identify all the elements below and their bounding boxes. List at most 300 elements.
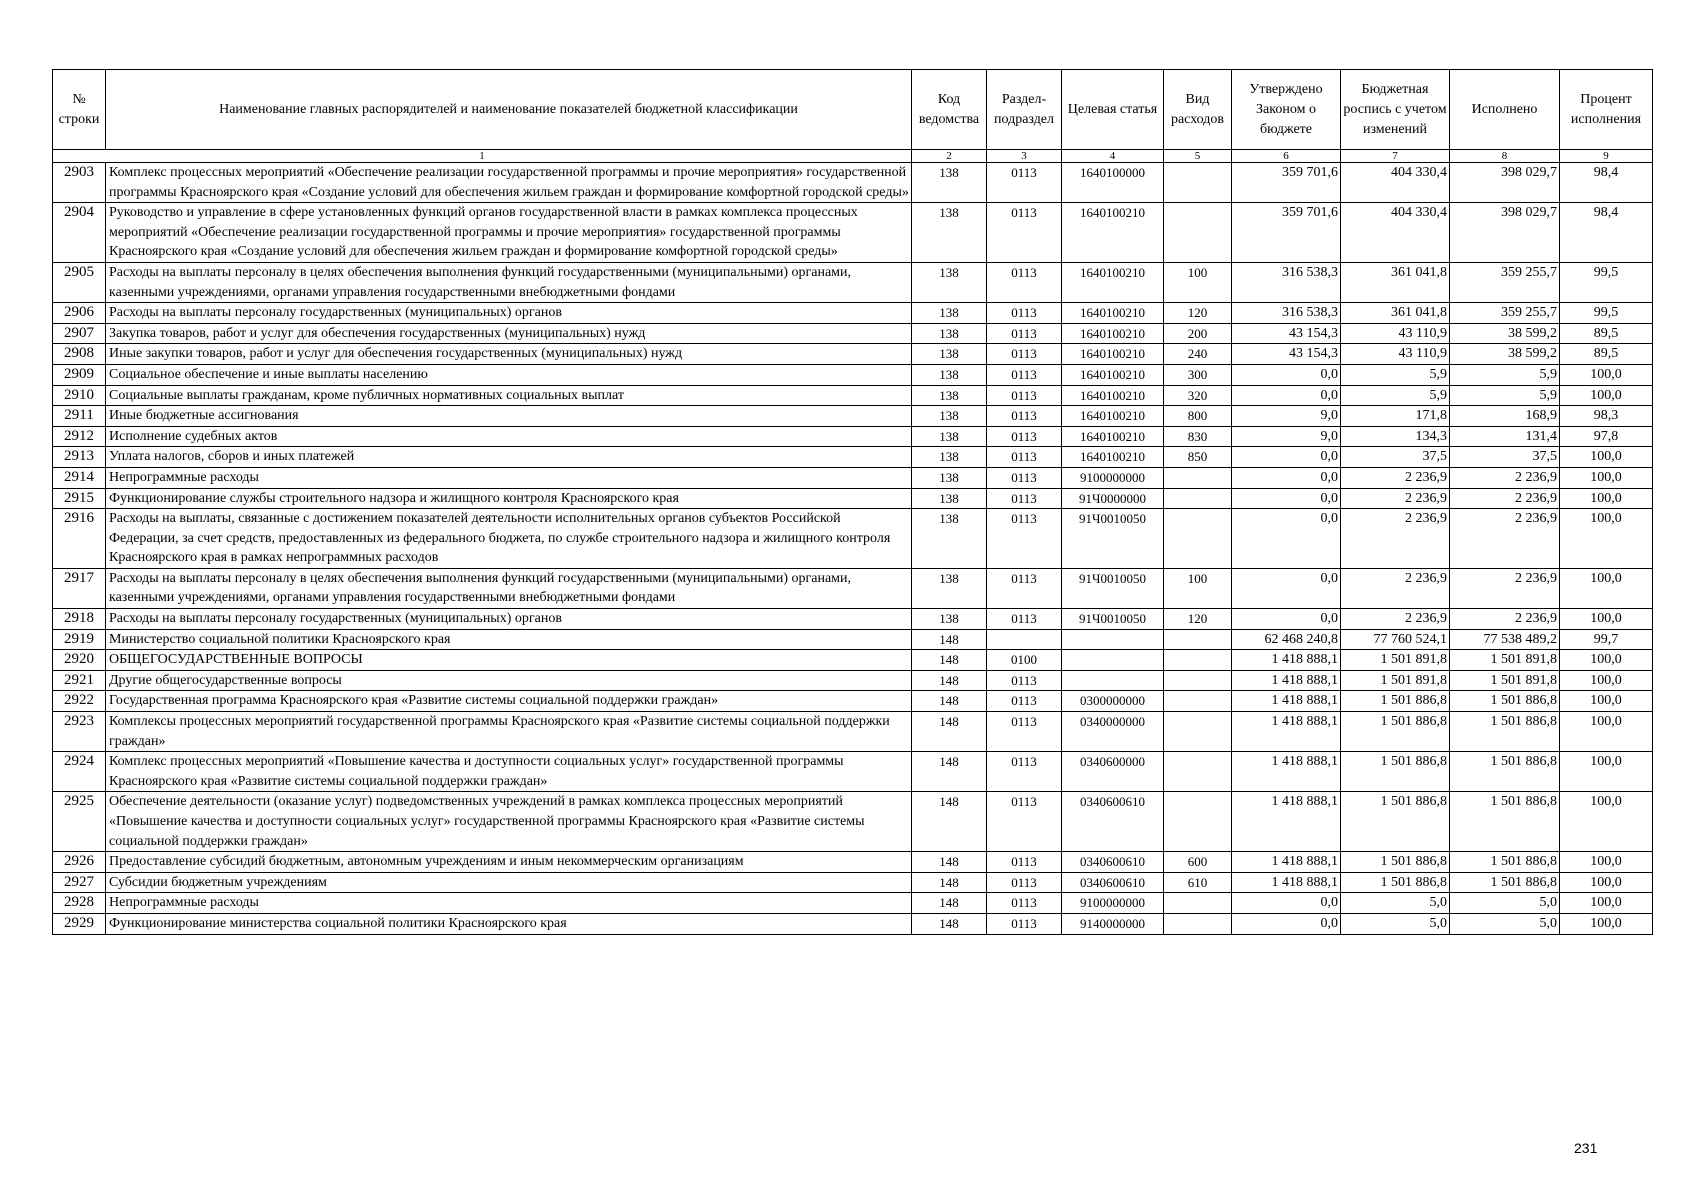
row-percent: 100,0 xyxy=(1560,364,1653,385)
row-number: 2927 xyxy=(53,872,106,893)
row-department-code: 138 xyxy=(912,364,987,385)
row-approved: 0,0 xyxy=(1232,488,1341,509)
row-percent: 100,0 xyxy=(1560,691,1653,712)
header-expense-type: Вид расходов xyxy=(1164,70,1232,150)
column-number: 8 xyxy=(1450,150,1560,163)
row-expense-type: 240 xyxy=(1164,344,1232,365)
row-expense-type: 100 xyxy=(1164,568,1232,608)
row-department-code: 138 xyxy=(912,568,987,608)
row-executed: 5,9 xyxy=(1450,364,1560,385)
table-row xyxy=(53,629,1653,650)
row-department-code: 148 xyxy=(912,792,987,852)
row-budget-schedule: 2 236,9 xyxy=(1341,509,1450,569)
row-target-article: 9100000000 xyxy=(1062,893,1164,914)
row-approved: 0,0 xyxy=(1232,509,1341,569)
row-department-code: 138 xyxy=(912,426,987,447)
row-department-code: 138 xyxy=(912,467,987,488)
row-approved: 1 418 888,1 xyxy=(1232,650,1341,671)
row-percent: 100,0 xyxy=(1560,872,1653,893)
row-name: Иные закупки товаров, работ и услуг для обеспечения государственных (муниципальных) нужд xyxy=(106,344,912,365)
row-expense-type: 120 xyxy=(1164,303,1232,324)
row-budget-schedule: 361 041,8 xyxy=(1341,303,1450,324)
row-percent: 89,5 xyxy=(1560,344,1653,365)
row-section: 0113 xyxy=(987,852,1062,873)
table-row xyxy=(53,691,1653,712)
row-percent: 100,0 xyxy=(1560,893,1653,914)
column-number-row xyxy=(53,150,1653,163)
row-executed: 2 236,9 xyxy=(1450,568,1560,608)
row-target-article: 1640100000 xyxy=(1062,163,1164,203)
row-budget-schedule: 1 501 886,8 xyxy=(1341,752,1450,792)
row-section: 0113 xyxy=(987,426,1062,447)
header-target-article: Целевая статья xyxy=(1062,70,1164,150)
row-number: 2916 xyxy=(53,509,106,569)
row-department-code: 138 xyxy=(912,203,987,263)
table-row xyxy=(53,913,1653,934)
row-name: Расходы на выплаты, связанные с достижением показателей деятельности исполнительных органов субъектов Российской Федерации, за счет средств, предоставленных из федерального бюджета, по службе строительного надзора и жилищного контроля Красноярского края в рамках непрограммных расходов xyxy=(106,509,912,569)
row-expense-type: 200 xyxy=(1164,323,1232,344)
row-section: 0113 xyxy=(987,872,1062,893)
row-expense-type xyxy=(1164,488,1232,509)
row-section: 0113 xyxy=(987,509,1062,569)
row-approved: 0,0 xyxy=(1232,364,1341,385)
row-expense-type xyxy=(1164,670,1232,691)
row-name: Предоставление субсидий бюджетным, автономным учреждениям и иным некоммерческим организациям xyxy=(106,852,912,873)
row-name: Уплата налогов, сборов и иных платежей xyxy=(106,447,912,468)
row-number: 2915 xyxy=(53,488,106,509)
row-name: Функционирование службы строительного надзора и жилищного контроля Красноярского края xyxy=(106,488,912,509)
row-budget-schedule: 1 501 886,8 xyxy=(1341,852,1450,873)
column-number: 4 xyxy=(1062,150,1164,163)
row-name: Непрограммные расходы xyxy=(106,467,912,488)
row-percent: 100,0 xyxy=(1560,509,1653,569)
row-name: Исполнение судебных актов xyxy=(106,426,912,447)
row-number: 2922 xyxy=(53,691,106,712)
row-percent: 99,7 xyxy=(1560,629,1653,650)
row-name: Социальное обеспечение и иные выплаты населению xyxy=(106,364,912,385)
table-row xyxy=(53,872,1653,893)
row-target-article: 91Ч0010050 xyxy=(1062,509,1164,569)
row-executed: 359 255,7 xyxy=(1450,262,1560,302)
row-section: 0113 xyxy=(987,406,1062,427)
table-row xyxy=(53,447,1653,468)
row-executed: 398 029,7 xyxy=(1450,203,1560,263)
row-target-article xyxy=(1062,650,1164,671)
row-approved: 1 418 888,1 xyxy=(1232,792,1341,852)
row-expense-type: 320 xyxy=(1164,385,1232,406)
row-target-article: 9140000000 xyxy=(1062,913,1164,934)
row-target-article: 0340600000 xyxy=(1062,752,1164,792)
row-budget-schedule: 404 330,4 xyxy=(1341,203,1450,263)
row-number: 2903 xyxy=(53,163,106,203)
header-name: Наименование главных распорядителей и наименование показателей бюджетной классификации xyxy=(106,70,912,150)
column-number: 1 xyxy=(53,150,912,163)
table-row xyxy=(53,609,1653,630)
row-number: 2906 xyxy=(53,303,106,324)
row-budget-schedule: 2 236,9 xyxy=(1341,609,1450,630)
row-approved: 1 418 888,1 xyxy=(1232,872,1341,893)
row-number: 2919 xyxy=(53,629,106,650)
column-number: 2 xyxy=(912,150,987,163)
table-row xyxy=(53,670,1653,691)
column-number: 5 xyxy=(1164,150,1232,163)
row-percent: 99,5 xyxy=(1560,262,1653,302)
row-name: Министерство социальной политики Красноярского края xyxy=(106,629,912,650)
row-approved: 0,0 xyxy=(1232,568,1341,608)
table-body xyxy=(53,163,1653,935)
row-target-article xyxy=(1062,629,1164,650)
row-name: Расходы на выплаты персоналу в целях обеспечения выполнения функций государственными (муниципальными) органами, казенными учреждениями, органами управления государственными внебюджетными фондами xyxy=(106,568,912,608)
row-budget-schedule: 43 110,9 xyxy=(1341,344,1450,365)
row-expense-type xyxy=(1164,650,1232,671)
row-number: 2913 xyxy=(53,447,106,468)
row-approved: 359 701,6 xyxy=(1232,163,1341,203)
row-executed: 1 501 886,8 xyxy=(1450,872,1560,893)
row-section: 0113 xyxy=(987,568,1062,608)
row-name: Расходы на выплаты персоналу государственных (муниципальных) органов xyxy=(106,303,912,324)
header-budget-schedule: Бюджетная роспись с учетом изменений xyxy=(1341,70,1450,150)
row-target-article: 1640100210 xyxy=(1062,203,1164,263)
row-section: 0113 xyxy=(987,670,1062,691)
row-section: 0113 xyxy=(987,712,1062,752)
row-budget-schedule: 2 236,9 xyxy=(1341,568,1450,608)
row-executed: 1 501 886,8 xyxy=(1450,852,1560,873)
row-number: 2914 xyxy=(53,467,106,488)
row-budget-schedule: 1 501 891,8 xyxy=(1341,670,1450,691)
row-approved: 0,0 xyxy=(1232,913,1341,934)
row-number: 2928 xyxy=(53,893,106,914)
row-expense-type xyxy=(1164,467,1232,488)
row-percent: 100,0 xyxy=(1560,670,1653,691)
row-section: 0113 xyxy=(987,364,1062,385)
row-executed: 2 236,9 xyxy=(1450,488,1560,509)
row-number: 2926 xyxy=(53,852,106,873)
row-number: 2929 xyxy=(53,913,106,934)
row-approved: 0,0 xyxy=(1232,467,1341,488)
page-number: 231 xyxy=(1574,1140,1598,1156)
row-approved: 1 418 888,1 xyxy=(1232,670,1341,691)
row-executed: 77 538 489,2 xyxy=(1450,629,1560,650)
row-name: Обеспечение деятельности (оказание услуг) подведомственных учреждений в рамках комплекса процессных мероприятий «Повышение качества и доступности социальных услуг» государственной программы Красноярского края «Развитие системы социальной поддержки граждан» xyxy=(106,792,912,852)
table-row xyxy=(53,344,1653,365)
row-percent: 100,0 xyxy=(1560,467,1653,488)
row-target-article: 1640100210 xyxy=(1062,426,1164,447)
row-section: 0113 xyxy=(987,691,1062,712)
row-executed: 5,0 xyxy=(1450,893,1560,914)
row-name: Государственная программа Красноярского края «Развитие системы социальной поддержки граждан» xyxy=(106,691,912,712)
row-section: 0113 xyxy=(987,385,1062,406)
row-section: 0113 xyxy=(987,792,1062,852)
row-name: Закупка товаров, работ и услуг для обеспечения государственных (муниципальных) нужд xyxy=(106,323,912,344)
row-budget-schedule: 43 110,9 xyxy=(1341,323,1450,344)
row-number: 2920 xyxy=(53,650,106,671)
row-expense-type xyxy=(1164,509,1232,569)
row-percent: 100,0 xyxy=(1560,385,1653,406)
table-row xyxy=(53,385,1653,406)
row-approved: 9,0 xyxy=(1232,406,1341,427)
row-approved: 43 154,3 xyxy=(1232,344,1341,365)
table-row xyxy=(53,852,1653,873)
table-row xyxy=(53,488,1653,509)
row-executed: 1 501 886,8 xyxy=(1450,712,1560,752)
row-expense-type: 600 xyxy=(1164,852,1232,873)
row-approved: 359 701,6 xyxy=(1232,203,1341,263)
row-executed: 38 599,2 xyxy=(1450,323,1560,344)
row-section: 0113 xyxy=(987,323,1062,344)
row-approved: 1 418 888,1 xyxy=(1232,852,1341,873)
row-section: 0113 xyxy=(987,447,1062,468)
row-executed: 5,9 xyxy=(1450,385,1560,406)
row-executed: 168,9 xyxy=(1450,406,1560,427)
row-name: Руководство и управление в сфере установленных функций органов государственной власти в рамках комплекса процессных мероприятий «Обеспечение реализации государственной программы и прочие мероприятия» государственной программы Красноярского края «Создание условий для обеспечения жильем граждан и формирование комфортной городской среды» xyxy=(106,203,912,263)
table-row xyxy=(53,163,1653,203)
row-section xyxy=(987,629,1062,650)
row-target-article: 1640100210 xyxy=(1062,344,1164,365)
row-expense-type xyxy=(1164,163,1232,203)
row-name: Комплекс процессных мероприятий «Обеспечение реализации государственной программы и прочие мероприятия» государственной программы Красноярского края «Создание условий для обеспечения жильем граждан и формирование комфортной городской среды» xyxy=(106,163,912,203)
row-target-article: 1640100210 xyxy=(1062,385,1164,406)
row-section: 0113 xyxy=(987,913,1062,934)
row-number: 2904 xyxy=(53,203,106,263)
row-department-code: 138 xyxy=(912,303,987,324)
row-department-code: 148 xyxy=(912,712,987,752)
row-number: 2909 xyxy=(53,364,106,385)
table-row xyxy=(53,323,1653,344)
row-target-article: 1640100210 xyxy=(1062,364,1164,385)
table-row xyxy=(53,364,1653,385)
row-target-article xyxy=(1062,670,1164,691)
row-number: 2905 xyxy=(53,262,106,302)
row-section: 0113 xyxy=(987,488,1062,509)
header-approved: Утверждено Законом о бюджете xyxy=(1232,70,1341,150)
row-executed: 359 255,7 xyxy=(1450,303,1560,324)
row-number: 2912 xyxy=(53,426,106,447)
row-percent: 99,5 xyxy=(1560,303,1653,324)
row-executed: 1 501 891,8 xyxy=(1450,650,1560,671)
row-percent: 100,0 xyxy=(1560,913,1653,934)
row-target-article: 1640100210 xyxy=(1062,447,1164,468)
header-section: Раздел-подраздел xyxy=(987,70,1062,150)
row-name: Социальные выплаты гражданам, кроме публичных нормативных социальных выплат xyxy=(106,385,912,406)
row-target-article: 1640100210 xyxy=(1062,303,1164,324)
row-target-article: 91Ч0000000 xyxy=(1062,488,1164,509)
row-department-code: 138 xyxy=(912,163,987,203)
row-department-code: 138 xyxy=(912,609,987,630)
row-executed: 2 236,9 xyxy=(1450,509,1560,569)
row-approved: 0,0 xyxy=(1232,893,1341,914)
row-name: Другие общегосударственные вопросы xyxy=(106,670,912,691)
row-target-article: 0340600610 xyxy=(1062,872,1164,893)
row-number: 2921 xyxy=(53,670,106,691)
row-executed: 1 501 886,8 xyxy=(1450,752,1560,792)
row-department-code: 138 xyxy=(912,323,987,344)
row-percent: 100,0 xyxy=(1560,568,1653,608)
row-budget-schedule: 5,9 xyxy=(1341,364,1450,385)
row-section: 0100 xyxy=(987,650,1062,671)
row-expense-type: 850 xyxy=(1164,447,1232,468)
row-department-code: 138 xyxy=(912,406,987,427)
row-approved: 316 538,3 xyxy=(1232,262,1341,302)
row-number: 2907 xyxy=(53,323,106,344)
row-expense-type xyxy=(1164,691,1232,712)
row-department-code: 148 xyxy=(912,852,987,873)
table-row xyxy=(53,893,1653,914)
row-department-code: 138 xyxy=(912,385,987,406)
row-approved: 0,0 xyxy=(1232,609,1341,630)
row-department-code: 148 xyxy=(912,752,987,792)
row-budget-schedule: 1 501 886,8 xyxy=(1341,712,1450,752)
table-row xyxy=(53,426,1653,447)
row-name: Иные бюджетные ассигнования xyxy=(106,406,912,427)
row-executed: 1 501 886,8 xyxy=(1450,792,1560,852)
row-number: 2924 xyxy=(53,752,106,792)
header-percent: Процент исполнения xyxy=(1560,70,1653,150)
row-expense-type: 610 xyxy=(1164,872,1232,893)
row-budget-schedule: 1 501 886,8 xyxy=(1341,792,1450,852)
row-section: 0113 xyxy=(987,303,1062,324)
row-budget-schedule: 361 041,8 xyxy=(1341,262,1450,302)
row-target-article: 0340600610 xyxy=(1062,852,1164,873)
row-name: Комплекс процессных мероприятий «Повышение качества и доступности социальных услуг» государственной программы Красноярского края «Развитие системы социальной поддержки граждан» xyxy=(106,752,912,792)
row-department-code: 138 xyxy=(912,262,987,302)
row-budget-schedule: 171,8 xyxy=(1341,406,1450,427)
row-percent: 100,0 xyxy=(1560,752,1653,792)
row-percent: 98,4 xyxy=(1560,203,1653,263)
row-section: 0113 xyxy=(987,752,1062,792)
row-number: 2925 xyxy=(53,792,106,852)
row-budget-schedule: 37,5 xyxy=(1341,447,1450,468)
row-number: 2918 xyxy=(53,609,106,630)
row-budget-schedule: 1 501 891,8 xyxy=(1341,650,1450,671)
table-row xyxy=(53,568,1653,608)
column-number: 6 xyxy=(1232,150,1341,163)
table-row xyxy=(53,752,1653,792)
row-approved: 0,0 xyxy=(1232,447,1341,468)
row-department-code: 138 xyxy=(912,344,987,365)
row-executed: 5,0 xyxy=(1450,913,1560,934)
row-target-article: 91Ч0010050 xyxy=(1062,609,1164,630)
row-percent: 98,4 xyxy=(1560,163,1653,203)
budget-table xyxy=(52,69,1653,935)
row-number: 2923 xyxy=(53,712,106,752)
row-approved: 62 468 240,8 xyxy=(1232,629,1341,650)
row-budget-schedule: 5,0 xyxy=(1341,893,1450,914)
table-row xyxy=(53,467,1653,488)
row-expense-type: 830 xyxy=(1164,426,1232,447)
row-budget-schedule: 77 760 524,1 xyxy=(1341,629,1450,650)
row-approved: 9,0 xyxy=(1232,426,1341,447)
row-percent: 98,3 xyxy=(1560,406,1653,427)
row-department-code: 148 xyxy=(912,893,987,914)
row-percent: 100,0 xyxy=(1560,488,1653,509)
row-budget-schedule: 1 501 886,8 xyxy=(1341,872,1450,893)
table-header-row xyxy=(53,70,1653,150)
row-department-code: 148 xyxy=(912,629,987,650)
row-department-code: 148 xyxy=(912,691,987,712)
row-approved: 316 538,3 xyxy=(1232,303,1341,324)
table-row xyxy=(53,406,1653,427)
row-department-code: 138 xyxy=(912,488,987,509)
table-row xyxy=(53,792,1653,852)
header-department-code: Код ведомства xyxy=(912,70,987,150)
row-section: 0113 xyxy=(987,609,1062,630)
row-approved: 1 418 888,1 xyxy=(1232,691,1341,712)
row-target-article: 9100000000 xyxy=(1062,467,1164,488)
row-expense-type: 800 xyxy=(1164,406,1232,427)
row-department-code: 138 xyxy=(912,447,987,468)
row-section: 0113 xyxy=(987,163,1062,203)
row-percent: 100,0 xyxy=(1560,792,1653,852)
row-budget-schedule: 2 236,9 xyxy=(1341,488,1450,509)
table-row xyxy=(53,203,1653,263)
column-number: 9 xyxy=(1560,150,1653,163)
row-executed: 38 599,2 xyxy=(1450,344,1560,365)
row-expense-type: 120 xyxy=(1164,609,1232,630)
row-target-article: 0340600610 xyxy=(1062,792,1164,852)
row-expense-type xyxy=(1164,712,1232,752)
column-number: 7 xyxy=(1341,150,1450,163)
row-percent: 97,8 xyxy=(1560,426,1653,447)
row-approved: 0,0 xyxy=(1232,385,1341,406)
row-percent: 100,0 xyxy=(1560,609,1653,630)
row-executed: 1 501 891,8 xyxy=(1450,670,1560,691)
row-department-code: 138 xyxy=(912,509,987,569)
row-executed: 398 029,7 xyxy=(1450,163,1560,203)
row-percent: 100,0 xyxy=(1560,712,1653,752)
row-percent: 100,0 xyxy=(1560,650,1653,671)
row-name: Расходы на выплаты персоналу в целях обеспечения выполнения функций государственными (муниципальными) органами, казенными учреждениями, органами управления государственными внебюджетными фондами xyxy=(106,262,912,302)
row-department-code: 148 xyxy=(912,670,987,691)
row-percent: 100,0 xyxy=(1560,852,1653,873)
row-name: Функционирование министерства социальной политики Красноярского края xyxy=(106,913,912,934)
row-budget-schedule: 1 501 886,8 xyxy=(1341,691,1450,712)
row-expense-type xyxy=(1164,752,1232,792)
row-expense-type: 300 xyxy=(1164,364,1232,385)
header-executed: Исполнено xyxy=(1450,70,1560,150)
row-percent: 100,0 xyxy=(1560,447,1653,468)
row-number: 2917 xyxy=(53,568,106,608)
row-target-article: 1640100210 xyxy=(1062,262,1164,302)
table-row xyxy=(53,712,1653,752)
row-percent: 89,5 xyxy=(1560,323,1653,344)
row-name: Непрограммные расходы xyxy=(106,893,912,914)
row-target-article: 1640100210 xyxy=(1062,406,1164,427)
row-target-article: 0300000000 xyxy=(1062,691,1164,712)
row-approved: 1 418 888,1 xyxy=(1232,752,1341,792)
row-department-code: 148 xyxy=(912,650,987,671)
row-target-article: 1640100210 xyxy=(1062,323,1164,344)
row-number: 2908 xyxy=(53,344,106,365)
table-row xyxy=(53,650,1653,671)
row-expense-type xyxy=(1164,893,1232,914)
row-name: Комплексы процессных мероприятий государственной программы Красноярского края «Развитие системы социальной поддержки граждан» xyxy=(106,712,912,752)
budget-document xyxy=(52,69,1652,935)
table-row xyxy=(53,303,1653,324)
row-approved: 1 418 888,1 xyxy=(1232,712,1341,752)
row-executed: 131,4 xyxy=(1450,426,1560,447)
row-section: 0113 xyxy=(987,262,1062,302)
row-section: 0113 xyxy=(987,203,1062,263)
row-name: Субсидии бюджетным учреждениям xyxy=(106,872,912,893)
row-executed: 2 236,9 xyxy=(1450,609,1560,630)
row-target-article: 91Ч0010050 xyxy=(1062,568,1164,608)
row-section: 0113 xyxy=(987,893,1062,914)
row-approved: 43 154,3 xyxy=(1232,323,1341,344)
table-row xyxy=(53,509,1653,569)
column-number: 3 xyxy=(987,150,1062,163)
row-expense-type: 100 xyxy=(1164,262,1232,302)
row-name: Расходы на выплаты персоналу государственных (муниципальных) органов xyxy=(106,609,912,630)
